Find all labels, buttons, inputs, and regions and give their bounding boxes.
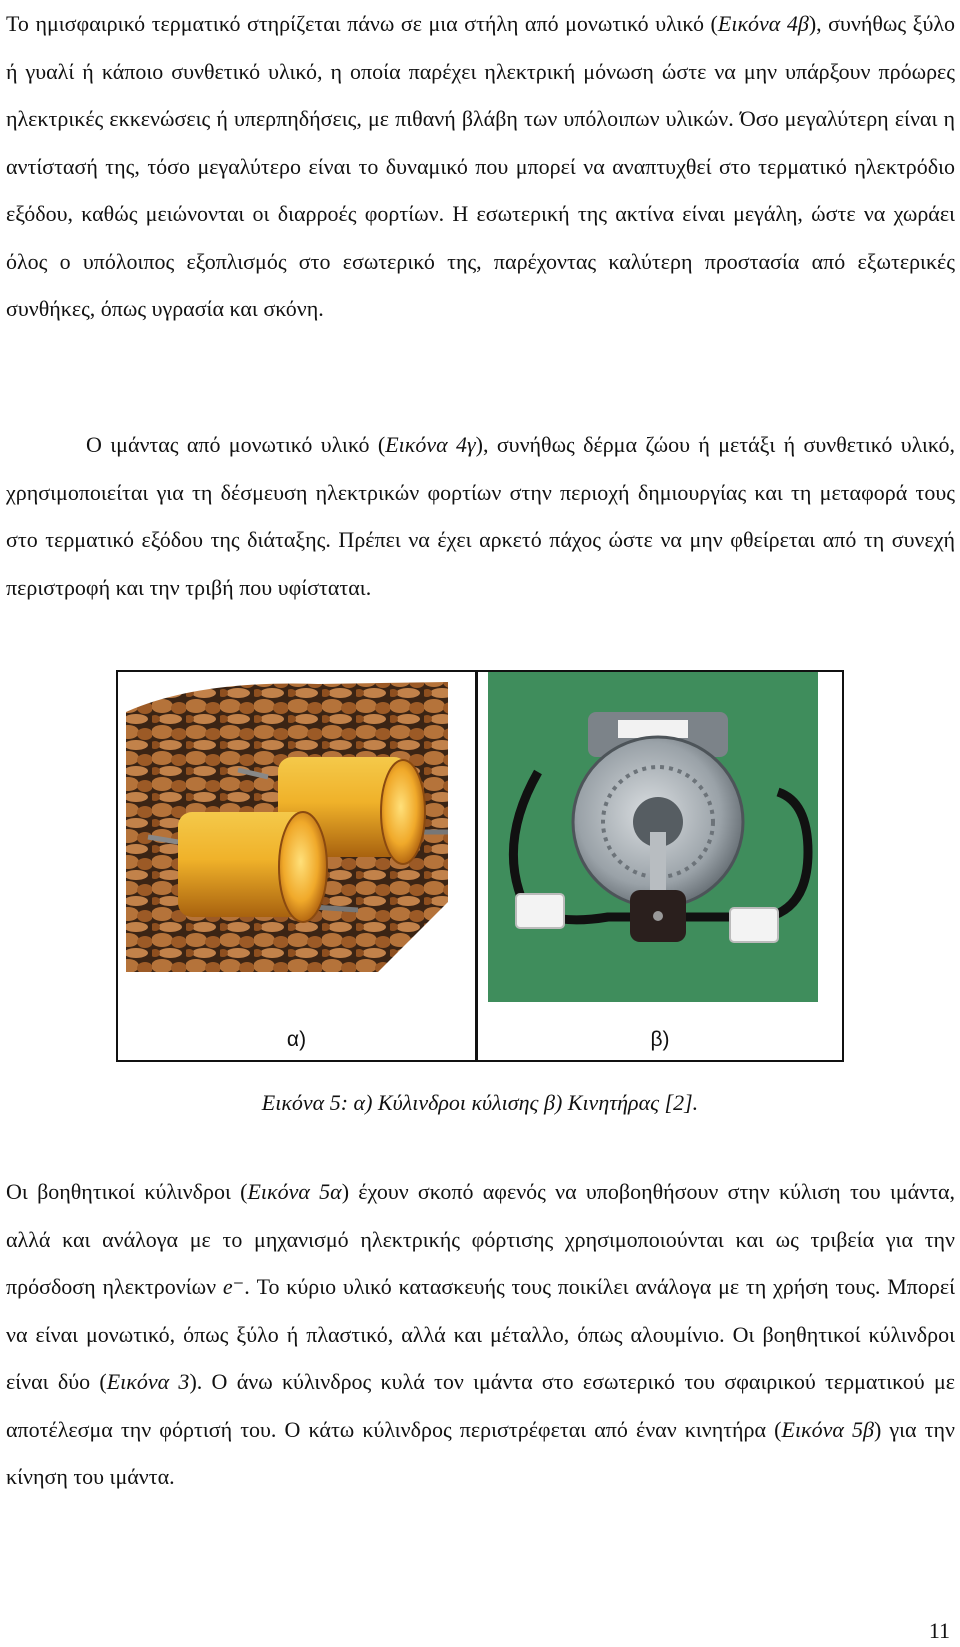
page-number: 11 xyxy=(928,1618,950,1643)
figure-reference: Εικόνα 4γ xyxy=(385,432,476,457)
text-span: ) για την κίνηση του ιμάντα. xyxy=(6,1416,955,1489)
text-span: Ο ιμάντας από μονωτικό υλικό ( xyxy=(86,432,386,457)
text-span: ), συνήθως δέρμα ζώου ή μετάξι ή συνθετικό υλικό, χρησιμοποιείται για τη δέσμευση ηλεκτρικών φορτίων στην περιοχή δημιουργίας και τη μεταφορά τους στο τερματικό εξόδου της διάταξης. Πρέπει να έχει αρκετό πάχος ώστε να μην φθείρεται από τη συνεχή περιστροφή και την τριβή που υφίσταται. xyxy=(6,432,956,600)
paragraph-insulating-belt xyxy=(6,421,955,611)
text-span: ) έχουν σκοπό αφενός να υποβοηθήσουν στην κύλιση του ιμάντα, αλλά και ανάλογα με το μηχανισμό ηλεκτρικής φόρτισης χρησιμοποιούνται και ως τριβεία για την πρόσδοση ηλεκτρονίων xyxy=(6,1179,955,1299)
paragraph-insulating-column xyxy=(6,0,955,333)
figure-panel-rollers xyxy=(118,672,478,1060)
text-span: Το ημισφαιρικό τερματικό στηρίζεται πάνω σε μια στήλη από μονωτικό υλικό ( xyxy=(6,11,718,36)
figure-panel-motor xyxy=(478,672,842,1060)
figure-reference: Εικόνα 5β xyxy=(781,1416,874,1442)
paragraph-auxiliary-rollers xyxy=(6,1168,955,1501)
figure-label-b: β) xyxy=(650,1028,670,1051)
text-span: Οι βοηθητικοί κύλινδροι ( xyxy=(6,1179,248,1204)
figure-label-a: α) xyxy=(286,1028,307,1051)
figure-caption: Εικόνα 5: α) Κύλινδροι κύλισης β) Κινητήρας [2]. xyxy=(261,1090,699,1115)
text-span: . Το κύριο υλικό κατασκευής τους ποικίλει ανάλογα με τη χρήση τους. Μπορεί να είναι μονωτικό, όπως ξύλο ή πλαστικό, αλλά και μέταλλο, όπως αλουμίνιο. Οι βοηθητικοί κύλινδροι είναι δύο ( xyxy=(6,1274,955,1394)
figure-reference: Εικόνα 4β xyxy=(717,11,809,36)
text-span: ), συνήθως ξύλο ή γυαλί ή κάποιο συνθετικό υλικό, η οποία παρέχει ηλεκτρική μόνωση ώστε να μην υπάρξουν πρόωρες ηλεκτρικές εκκενώσεις ή υπερπηδήσεις, με πιθανή βλάβη των υπόλοιπων υλικών. Όσο μεγαλύτερη είναι η αντίστασή της, τόσο μεγαλύτερο είναι το δυναμικό που μπορεί να αναπτυχθεί στο τερματικό ηλεκτρόδιο εξόδου, καθώς μειώνονται οι διαρροές φορτίων. Η εσωτερική της ακτίνα είναι μεγάλη, ώστε να χωράει όλος ο υπόλοιπος εξοπλισμός στο εσωτερικό της, παρέχοντας καλύτερη προστασία από εξωτερικές συνθήκες, όπως υγρασία και σκόνη. xyxy=(6,11,955,321)
figure-reference: Εικόνα 5α xyxy=(247,1179,342,1204)
text-span: ). Ο άνω κύλινδρος κυλά τον ιμάντα στο εσωτερικό του σφαιρικού τερματικού με αποτέλεσμα την φόρτισή του. Ο κάτω κύλινδρος περιστρέφεται από έναν κινητήρα ( xyxy=(6,1369,955,1442)
motor-photo xyxy=(478,672,838,1017)
figure-5 xyxy=(116,670,844,1062)
figure-reference: Εικόνα 3 xyxy=(106,1369,190,1394)
rollers-photo xyxy=(118,672,473,1017)
electron-symbol: e⁻ xyxy=(222,1274,245,1299)
